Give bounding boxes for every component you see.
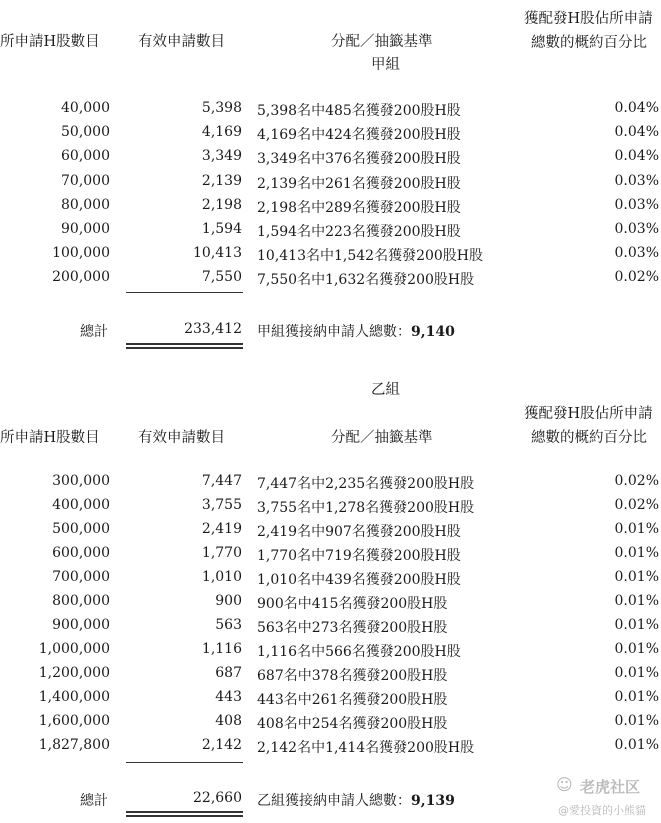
valid-applications-cell: 10,413 [193,245,242,262]
table-row [0,593,661,617]
header-b-shares-applied: 所申請H股數目 [0,430,100,446]
group-a-total-applications: 233,412 [184,321,242,337]
valid-applications-cell: 1,010 [201,569,242,585]
header-b-allocation-basis: 分配／抽籤基準 [331,430,433,446]
allocation-basis-cell: 1,770名中719名獲發200股H股 [257,548,461,564]
shares-applied-cell: 40,000 [61,100,110,116]
approx-percentage-cell: 0.02% [614,497,659,513]
table-row [0,665,661,689]
allocation-basis-cell: 5,398名中485名獲發200股H股 [257,103,461,119]
allocation-basis-cell: 2,419名中907名獲發200股H股 [257,524,461,540]
group-a-total-caption: 甲組獲接納申請人總數： [257,324,411,340]
shares-applied-cell: 100,000 [52,245,110,262]
approx-percentage-cell: 0.03% [614,245,659,262]
table-row [0,497,661,521]
shares-applied-cell: 400,000 [52,497,110,513]
table-row [0,245,661,269]
shares-applied-cell: 900,000 [52,617,110,633]
table-row [0,617,661,641]
shares-applied-cell: 200,000 [52,269,110,286]
allocation-basis-cell: 900名中415名獲發200股H股 [257,596,448,612]
allocation-basis-cell: 443名中261名獲發200股H股 [257,692,448,708]
approx-percentage-cell: 0.04% [614,124,659,141]
table-row [0,173,661,197]
table-row [0,100,661,124]
shares-applied-cell: 50,000 [61,124,110,141]
shares-applied-cell: 90,000 [61,221,110,237]
group-b-total-double-rule-bottom [126,815,243,817]
allocation-basis-cell: 3,349名中376名獲發200股H股 [257,151,461,168]
valid-applications-cell: 2,142 [201,737,242,753]
table-row [0,124,661,148]
header-valid-applications: 有效申請數目 [138,34,225,50]
valid-applications-cell: 563 [215,617,242,633]
valid-applications-cell: 3,349 [201,148,242,165]
shares-applied-cell: 70,000 [61,172,110,189]
approx-percentage-cell: 0.04% [614,100,659,116]
valid-applications-cell: 687 [215,665,242,681]
valid-applications-cell: 1,594 [201,221,242,237]
header-b-approx-percentage-line2: 總數的概約百分比 [531,430,647,446]
group-b-total-caption: 乙組獲接納申請人總數： [257,793,411,809]
valid-applications-cell: 7,550 [201,269,242,286]
group-a-total-text [257,321,455,341]
approx-percentage-cell: 0.03% [614,172,659,189]
allocation-basis-cell: 1,010名中439名獲發200股H股 [257,572,461,588]
group-b-title: 乙組 [371,382,400,398]
approx-percentage-cell: 0.03% [614,221,659,237]
approx-percentage-cell: 0.01% [614,737,659,753]
valid-applications-cell: 1,770 [201,545,242,561]
approx-percentage-cell: 0.01% [614,593,659,609]
valid-applications-cell: 2,198 [201,196,242,213]
table-row [0,473,661,497]
allocation-basis-cell: 1,116名中566名獲發200股H股 [257,644,461,660]
allocation-basis-cell: 7,447名中2,235名獲發200股H股 [257,476,475,492]
valid-applications-cell: 5,398 [201,100,242,116]
group-b-total-double-rule-top [126,811,243,813]
shares-applied-cell: 1,000,000 [38,641,110,657]
watermark-tiger-icon: ☺ [556,775,573,794]
group-a-subtotal-rule [126,292,243,293]
table-row [0,713,661,737]
valid-applications-cell: 1,116 [201,641,242,657]
group-a-title: 甲組 [371,57,400,73]
valid-applications-cell: 2,419 [201,521,242,537]
table-row [0,545,661,569]
table-row [0,521,661,545]
approx-percentage-cell: 0.01% [614,641,659,657]
group-b-total-text [257,790,455,810]
approx-percentage-cell: 0.01% [614,713,659,729]
allocation-basis-cell: 10,413名中1,542名獲發200股H股 [257,248,483,265]
shares-applied-cell: 1,600,000 [38,713,110,729]
group-a-total-double-rule-bottom [126,347,243,349]
allocation-basis-cell: 7,550名中1,632名獲發200股H股 [257,272,475,289]
valid-applications-cell: 408 [215,713,242,729]
approx-percentage-cell: 0.02% [614,473,659,489]
valid-applications-cell: 443 [215,689,242,705]
approx-percentage-cell: 0.03% [614,196,659,213]
shares-applied-cell: 600,000 [52,545,110,561]
valid-applications-cell: 2,139 [201,172,242,189]
allocation-basis-cell: 4,169名中424名獲發200股H股 [257,127,461,144]
table-row [0,148,661,172]
approx-percentage-cell: 0.01% [614,569,659,585]
valid-applications-cell: 7,447 [201,473,242,489]
watermark-user: @愛投資的小熊貓 [558,804,646,817]
allocation-basis-cell: 563名中273名獲發200股H股 [257,620,448,636]
allocation-basis-cell: 3,755名中1,278名獲發200股H股 [257,500,475,516]
approx-percentage-cell: 0.01% [614,617,659,633]
table-row [0,221,661,245]
allocation-basis-cell: 687名中378名獲發200股H股 [257,668,448,684]
table-row [0,737,661,761]
allocation-basis-cell: 1,594名中223名獲發200股H股 [257,224,461,240]
shares-applied-cell: 1,400,000 [38,689,110,705]
allocation-basis-cell: 2,139名中261名獲發200股H股 [257,175,461,192]
shares-applied-cell: 500,000 [52,521,110,537]
shares-applied-cell: 800,000 [52,593,110,609]
approx-percentage-cell: 0.04% [614,148,659,165]
shares-applied-cell: 300,000 [52,473,110,489]
table-row [0,269,661,293]
approx-percentage-cell: 0.01% [614,545,659,561]
valid-applications-cell: 4,169 [201,124,242,141]
table-row [0,569,661,593]
shares-applied-cell: 1,200,000 [38,665,110,681]
group-b-total-accepted: 9,139 [411,793,455,809]
header-allocation-basis: 分配／抽籤基準 [331,34,433,50]
header-approx-percentage-line2: 總數的概約百分比 [531,35,647,51]
shares-applied-cell: 700,000 [52,569,110,585]
approx-percentage-cell: 0.01% [614,689,659,705]
approx-percentage-cell: 0.01% [614,521,659,537]
shares-applied-cell: 60,000 [61,148,110,165]
header-b-valid-applications: 有效申請數目 [138,430,225,446]
header-b-approx-percentage-line1: 獲配發H股佔所申請 [524,406,653,422]
group-a-total-label: 總計 [80,324,108,340]
allocation-basis-cell: 2,142名中1,414名獲發200股H股 [257,740,475,756]
shares-applied-cell: 80,000 [61,196,110,213]
valid-applications-cell: 3,755 [201,497,242,513]
watermark-brand: 老虎社区 [580,778,641,796]
header-approx-percentage-line1: 獲配發H股佔所申請 [524,11,653,27]
group-b-subtotal-rule [126,762,243,763]
allocation-basis-cell: 2,198名中289名獲發200股H股 [257,199,461,216]
header-shares-applied: 所申請H股數目 [0,34,100,50]
approx-percentage-cell: 0.01% [614,665,659,681]
table-row [0,197,661,221]
group-b-total-label: 總計 [80,793,108,809]
table-row [0,641,661,665]
shares-applied-cell: 1,827,800 [38,737,110,753]
allocation-basis-cell: 408名中254名獲發200股H股 [257,716,448,732]
group-b-total-applications: 22,660 [193,790,242,806]
group-a-total-accepted: 9,140 [411,324,455,340]
approx-percentage-cell: 0.02% [614,269,659,286]
valid-applications-cell: 900 [215,593,242,609]
group-a-total-double-rule-top [126,343,243,345]
table-row [0,689,661,713]
